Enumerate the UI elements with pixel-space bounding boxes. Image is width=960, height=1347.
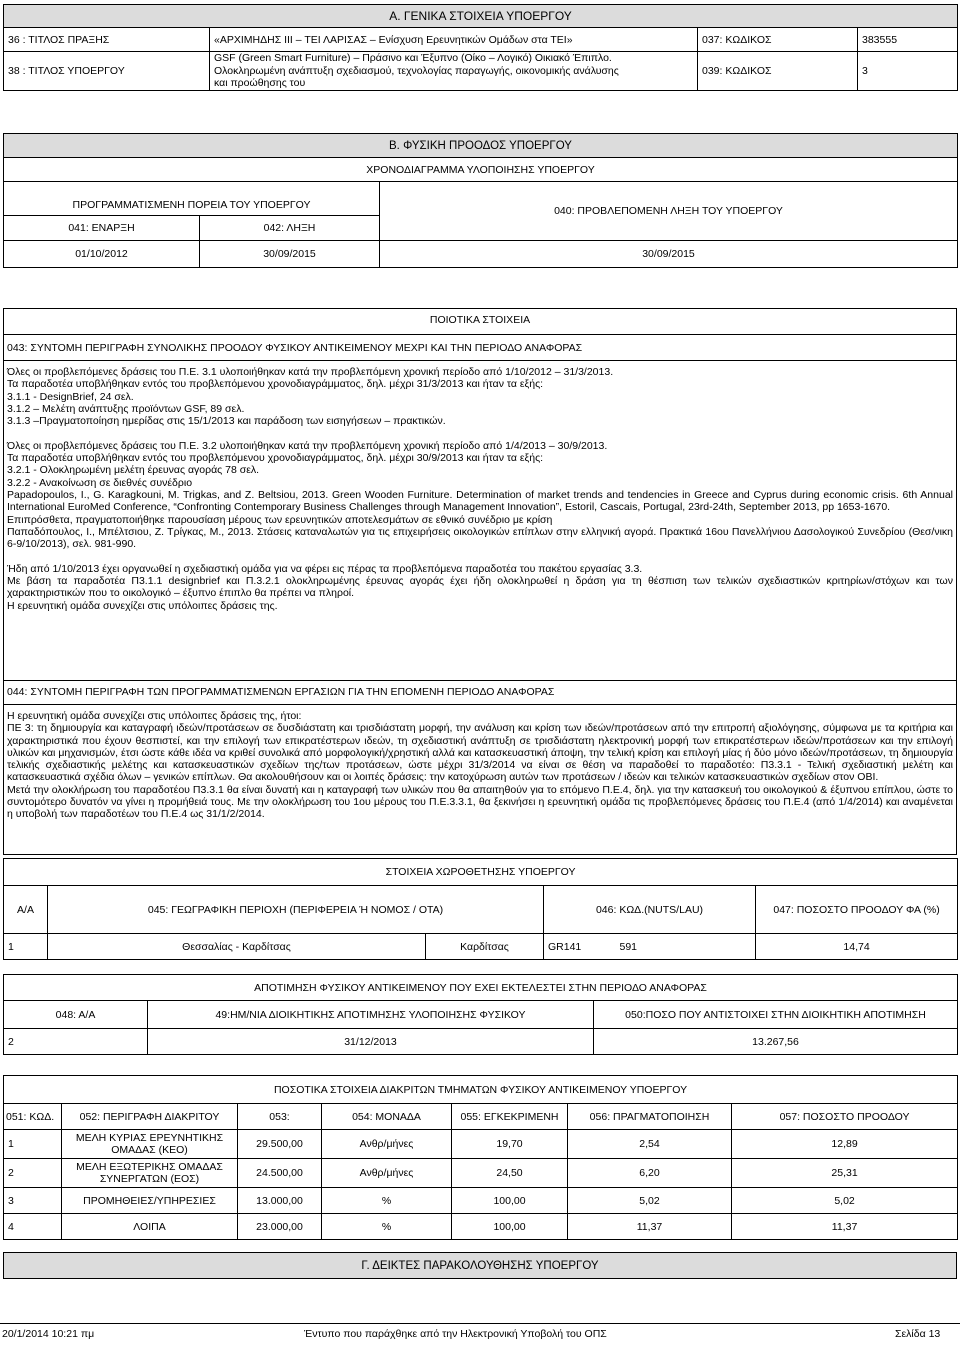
quant-header-desc: 052: ΠΕΡΙΓΡΑΦΗ ΔΙΑΚΡΙΤΟΥ xyxy=(62,1104,238,1130)
schedule-subtitle: ΧΡΟΝΟΔΙΑΓΡΑΜΜΑ ΥΛΟΠΟΙΗΣΗΣ ΥΠΟΕΡΓΟΥ xyxy=(4,158,958,182)
text-line: Όλες οι προβλεπόμενες δράσεις του Π.Ε. 3.2 υλοποιήθηκαν κατά την προβλεπόμενη χρονική περίοδο από 1/4/2013 – 30/9/2013. xyxy=(7,439,608,452)
section-b-title: Β. ΦΥΣΙΚΗ ΠΡΟΟΔΟΣ ΥΠΟΕΡΓΟΥ xyxy=(4,134,958,158)
progress-description xyxy=(7,366,953,612)
valuation-amount: 13.267,56 xyxy=(594,1029,958,1055)
text-line: Η ερευνητική ομάδα συνεχίζει στις υπόλοιπες δράσεις της. xyxy=(7,599,278,612)
quant-header-unit: 054: ΜΟΝΑΔΑ xyxy=(322,1104,452,1130)
project-code-value: 383555 xyxy=(858,28,958,52)
quant-approved: 24,50 xyxy=(452,1159,568,1188)
quant-realized: 5,02 xyxy=(568,1188,732,1214)
valuation-header-date: 49:ΗΜ/ΝΙΑ ΔΙΟΙΚΗΤΙΚΗΣ ΑΠΟΤΙΜΗΣΗΣ ΥΛΟΠΟΙΗΣΗΣ ΦΥΣΙΚΟΥ xyxy=(148,1001,594,1029)
text-line: Επιπρόσθετα, πραγματοποιήθηκε παρουσίαση μέρους των ερευνητικών αποτελεσμάτων σε εθνικό συνέδριο με κρίση xyxy=(7,513,553,526)
planned-tasks xyxy=(7,710,953,821)
start-date: 01/10/2012 xyxy=(4,241,200,268)
quant-unit: Ανθρ/μήνες xyxy=(322,1130,452,1159)
quant-percent: 25,31 xyxy=(732,1159,958,1188)
quant-amount: 13.000,00 xyxy=(238,1188,322,1214)
valuation-header-aa: 048: Α/Α xyxy=(4,1001,148,1029)
quant-approved: 100,00 xyxy=(452,1214,568,1240)
location-lau: 591 xyxy=(616,934,756,960)
section-c-table xyxy=(3,1252,957,1279)
quant-code: 2 xyxy=(4,1159,62,1188)
start-label: 041: ΕΝΑΡΞΗ xyxy=(4,216,200,241)
section-a-table xyxy=(3,4,958,91)
subproject-code-label: 039: ΚΩΔΙΚΟΣ xyxy=(698,52,858,91)
quant-desc: ΜΕΛΗ ΕΞΩΤΕΡΙΚΗΣ ΟΜΑΔΑΣ ΣΥΝΕΡΓΑΤΩΝ (ΕΟΣ) xyxy=(62,1159,238,1188)
valuation-title: ΑΠΟΤΙΜΗΣΗ ΦΥΣΙΚΟΥ ΑΝΤΙΚΕΙΜΕΝΟΥ ΠΟΥ ΕΧΕΙ ΕΚΤΕΛΕΣΤΕΙ ΣΤΗΝ ΠΕΡΙΟΔΟ ΑΝΑΦΟΡΑΣ xyxy=(4,975,958,1001)
quant-percent: 12,89 xyxy=(732,1130,958,1159)
quantitative-table xyxy=(3,1075,958,1240)
quant-header-realized: 056: ΠΡΑΓΜΑΤΟΠΟΙΗΣΗ xyxy=(568,1104,732,1130)
quant-percent: 5,02 xyxy=(732,1188,958,1214)
qualitative-title: ΠΟΙΟΤΙΚΑ ΣΤΟΙΧΕΙΑ xyxy=(429,314,531,326)
valuation-aa: 2 xyxy=(4,1029,148,1055)
location-nuts: GR141 xyxy=(544,934,616,960)
section-c-title: Γ. ΔΕΙΚΤΕΣ ΠΑΡΑΚΟΛΟΥΘΗΣΗΣ ΥΠΟΕΡΓΟΥ xyxy=(4,1253,957,1279)
quant-unit: % xyxy=(322,1214,452,1240)
quant-code: 4 xyxy=(4,1214,62,1240)
subproject-title-line: και προώθησης του xyxy=(214,77,306,90)
quant-code: 1 xyxy=(4,1130,62,1159)
quant-header-code: 051: ΚΩΔ. xyxy=(4,1104,62,1130)
quant-realized: 11,37 xyxy=(568,1214,732,1240)
quant-amount: 23.000,00 xyxy=(238,1214,322,1240)
location-header-nuts: 046: ΚΩΔ.(NUTS/LAU) xyxy=(544,886,756,934)
quant-desc: ΛΟΙΠΑ xyxy=(62,1214,238,1240)
location-aa: 1 xyxy=(4,934,48,960)
project-title-label: 36 : ΤΙΤΛΟΣ ΠΡΑΞΗΣ xyxy=(4,28,210,52)
quant-amount: 29.500,00 xyxy=(238,1130,322,1159)
quant-approved: 19,70 xyxy=(452,1130,568,1159)
location-region: Θεσσαλίας - Καρδίτσας xyxy=(48,934,426,960)
section-b-table xyxy=(3,133,958,268)
project-title-value: «ΑΡΧΙΜΗΔΗΣ ΙΙΙ – ΤΕΙ ΛΑΡΙΣΑΣ – Ενίσχυση Ερευνητικών Ομάδων στα ΤΕΙ» xyxy=(210,28,698,52)
text-line: 3.1.2 – Μελέτη ανάπτυξης προϊόντων GSF, 89 σελ. xyxy=(7,402,245,415)
quant-amount: 24.500,00 xyxy=(238,1159,322,1188)
quant-realized: 6,20 xyxy=(568,1159,732,1188)
footer-generated: Έντυπο που παράχθηκε από την Ηλεκτρονική Υποβολή του ΟΠΣ xyxy=(304,1328,607,1340)
text-line: Τα παραδοτέα υποβλήθηκαν εντός του προβλεπόμενου χρονοδιαγράμματος, δηλ. μέχρι 30/9/2013 και ήταν τα εξής: xyxy=(7,452,544,465)
quant-header-percent: 057: ΠΟΣΟΣΤΟ ΠΡΟΟΔΟΥ xyxy=(732,1104,958,1130)
text-paragraph: Μετά την ολοκλήρωση του παραδοτέου Π3.3.1 θα είναι δυνατή και η καταγραφή των υλικών που θα απαιτηθούν για το επόμενο Π.Ε.4, δηλ. για την κατασκευή του οικολογικού & έξυπνου επίπλου, ώστε το συντομότερο δυνατόν να γίνει η προμήθειά τους. Με την ολοκλήρωση του 1ου μέρους του Π.Ε.3.3.1, θα ξεκινήσει η ερευνητική ομάδα τις προβλεπόμενες δράσεις του Π.Ε.4 (από 1/4/2014) και αναμένεται η υποβολή των παραδοτέων του Π.Ε.4 ως 31/1/2/2014. xyxy=(7,783,953,821)
text-line: Όλες οι προβλεπόμενες δράσεις του Π.Ε. 3.1 υλοποιήθηκαν κατά την προβλεπόμενη χρονική περίοδο από 1/10/2012 – 31/3/2013. xyxy=(7,366,614,378)
quant-desc: ΜΕΛΗ ΚΥΡΙΑΣ ΕΡΕΥΝΗΤΙΚΗΣ ΟΜΑΔΑΣ (ΚΕΟ) xyxy=(62,1130,238,1159)
heading-043: 043: ΣΥΝΤΟΜΗ ΠΕΡΙΓΡΑΦΗ ΣΥΝΟΛΙΚΗΣ ΠΡΟΟΔΟΥ ΦΥΣΙΚΟΥ ΑΝΤΙΚΕΙΜΕΝΟΥ ΜΕΧΡΙ ΚΑΙ ΤΗΝ ΠΕΡΙΟΔΟ ΑΝΑΦΟΡΑΣ xyxy=(7,342,583,354)
quant-header-053: 053: xyxy=(238,1104,322,1130)
valuation-date: 31/12/2013 xyxy=(148,1029,594,1055)
text-line: 3.1.1 - DesignBrief, 24 σελ. xyxy=(7,390,134,403)
subproject-title-line: Ολοκληρωμένη ανάπτυξη σχεδιασμού, τεχνολογίας παραγωγής, οικονομικής ανάλυσης xyxy=(214,64,619,77)
end-date: 30/09/2015 xyxy=(200,241,380,268)
quant-percent: 11,37 xyxy=(732,1214,958,1240)
expected-end-date: 30/09/2015 xyxy=(380,241,958,268)
valuation-header-amount: 050:ΠΟΣΟ ΠΟΥ ΑΝΤΙΣΤΟΙΧΕΙ ΣΤΗΝ ΔΙΟΙΚΗΤΙΚΗ ΑΠΟΤΙΜΗΣΗ xyxy=(594,1001,958,1029)
end-label: 042: ΛΗΞΗ xyxy=(200,216,380,241)
quant-header-approved: 055: ΕΓΚΕΚΡΙΜΕΝΗ xyxy=(452,1104,568,1130)
quant-unit: % xyxy=(322,1188,452,1214)
location-percent: 14,74 xyxy=(756,934,958,960)
footer-datetime: 20/1/2014 10:21 πμ xyxy=(2,1328,95,1340)
expected-end-label: 040: ΠΡΟΒΛΕΠΟΜΕΝΗ ΛΗΞΗ ΤΟΥ ΥΠΟΕΡΓΟΥ xyxy=(380,182,958,241)
text-line: 3.2.2 - Ανακοίνωση σε διεθνές συνέδριο xyxy=(7,476,193,489)
text-line: 3.1.3 –Πραγματοποίηση ημερίδας στις 15/1/2013 και παράδοση των εισηγήσεων – πρακτικών. xyxy=(7,415,446,428)
project-code-label: 037: ΚΩΔΙΚΟΣ xyxy=(698,28,858,52)
quant-approved: 100,00 xyxy=(452,1188,568,1214)
subproject-title-value xyxy=(210,52,698,91)
text-line: Ήδη από 1/10/2013 έχει οργανωθεί η σχεδιαστική ομάδα για να φέρει εις πέρας τα προβλεπόμενα παραδοτέα του πακέτου εργασίας 3.3. xyxy=(7,562,643,575)
location-header-region: 045: ΓΕΩΓΡΑΦΙΚΗ ΠΕΡΙΟΧΗ (ΠΕΡΙΦΕΡΕΙΑ Ή ΝΟΜΟΣ / ΟΤΑ) xyxy=(48,886,544,934)
planned-course-header: ΠΡΟΓΡΑΜΜΑΤΙΣΜΕΝΗ ΠΟΡΕΙΑ ΤΟΥ ΥΠΟΕΡΓΟΥ xyxy=(4,182,380,216)
valuation-table xyxy=(3,974,958,1055)
subproject-code-value: 3 xyxy=(858,52,958,91)
location-ota: Καρδίτσας xyxy=(426,934,544,960)
text-line: Τα παραδοτέα υποβλήθηκαν εντός του προβλεπόμενου χρονοδιαγράμματος, δηλ. μέχρι 31/3/2013 και ήταν τα εξής: xyxy=(7,378,544,391)
heading-044: 044: ΣΥΝΤΟΜΗ ΠΕΡΙΓΡΑΦΗ ΤΩΝ ΠΡΟΓΡΑΜΜΑΤΙΣΜΕΝΩΝ ΕΡΓΑΣΙΩΝ ΓΙΑ ΤΗΝ ΕΠΟΜΕΝΗ ΠΕΡΙΟΔΟ ΑΝΑΦΟΡΑΣ xyxy=(7,686,555,698)
location-title: ΣΤΟΙΧΕΙΑ ΧΩΡΟΘΕΤΗΣΗΣ ΥΠΟΕΡΓΟΥ xyxy=(4,859,958,886)
quant-realized: 2,54 xyxy=(568,1130,732,1159)
location-header-percent: 047: ΠΟΣΟΣΤΟ ΠΡΟΟΔΟΥ ΦΑ (%) xyxy=(756,886,958,934)
footer-page: Σελίδα 13 xyxy=(895,1328,941,1340)
text-paragraph: ΠΕ 3: τη δημιουργία και καταγραφή ιδεών/προτάσεων σε δυσδιάστατη και τρισδιάστατη μορφή, την ανάλυση και κρίση των ιδεών/προτάσεων από την επιτροπή αξιολόγησης, σύμφωνα με τα κριτήρια και χαρακτηριστικά που έχουν θεσπιστεί, και την επιλογή των επικρατέστερων ιδεών, τη σχεδιαστική ανάπτυξη σε τρισδιάστατη ηλεκτρονική μορφή των επικρατέστερων ιδεών/προτάσεων και την επιλογή υλικών και μηχανισμών, έτσι ώστε κάθε ιδέα να κριθεί συνολικά από μορφολογική/χρηστική αλλά και κατασκευαστική άποψη, την τελική κρίση και επιλογή μίας ή δύο μόνο ιδεών/προτάσεων, τη δημιουργία τελικής σχεδιαστικής μελέτης και κατασκευαστικών σχεδίων της/των προτάσεων, ώστε μέχρι 31/3/2014 να είναι σε θέση να παραδοθεί το παραδοτέο: Π3.3.1 - Τελική σχεδιαστική μελέτη και κατασκευαστικά σχέδια όλων – γενικών επίπλων. Θα ακολουθήσουν και οι λοιπές δράσεις: την κατοχύρωση αυτών των προτάσεων / ιδεών και τελικών κατασκευαστικών σχεδίων στον ΟΒΙ. xyxy=(7,722,953,784)
subproject-title-label: 38 : ΤΙΤΛΟΣ ΥΠΟΕΡΓΟΥ xyxy=(4,52,210,91)
text-paragraph: Παπαδόπουλος, Ι., Μπέλτσιου, Ζ. Τρίγκας, Μ., 2013. Στάσεις καταναλωτών για τις επιχειρήσεις οικολογικών επίπλων στην ελληνική αγορά. Πρακτικά 16ου Πανελλήνιου Δασολογικού Συνεδρίου (Θεσ/νικη 6-9/10/2013), σελ. 981-990. xyxy=(7,525,953,551)
location-header-aa: Α/Α xyxy=(4,886,48,934)
text-line: Η ερευνητική ομάδα συνεχίζει στις υπόλοιπες δράσεις της, ήτοι: xyxy=(7,710,302,722)
text-line: 3.2.1 - Ολοκληρωμένη μελέτη έρευνας αγοράς 78 σελ. xyxy=(7,464,260,477)
quant-code: 3 xyxy=(4,1188,62,1214)
quant-desc: ΠΡΟΜΗΘΕΙΕΣ/ΥΠΗΡΕΣΙΕΣ xyxy=(62,1188,238,1214)
quant-unit: Ανθρ/μήνες xyxy=(322,1159,452,1188)
location-table xyxy=(3,858,958,960)
quantitative-title: ΠΟΣΟΤΙΚΑ ΣΤΟΙΧΕΙΑ ΔΙΑΚΡΙΤΩΝ ΤΜΗΜΑΤΩΝ ΦΥΣΙΚΟΥ ΑΝΤΙΚΕΙΜΕΝΟΥ ΥΠΟΕΡΓΟΥ xyxy=(4,1076,958,1104)
section-a-title: Α. ΓΕΝΙΚΑ ΣΤΟΙΧΕΙΑ ΥΠΟΕΡΓΟΥ xyxy=(4,5,958,28)
subproject-title-line: GSF (Green Smart Furniture) – Πράσινο και Έξυπνο (Οίκο – Λογικό) Οικιακό Έπιπλο. xyxy=(214,52,612,65)
text-paragraph: Με βάση τα παραδοτέα Π3.1.1 designbrief και Π.3.2.1 ολοκληρωμένης έρευνας αγοράς έχει ήδη ολοκληρωθεί η δράση για τη θέσπιση των τελικών σχεδιαστικών κριτηρίων/στόχων και των χαρακτηριστικών που το οικολογικό – έξυπνο έπιπλο θα πρέπει να πληροί. xyxy=(7,575,953,600)
text-paragraph: Papadopoulos, I., G. Karagkouni, M. Trigkas, and Z. Beltsiou, 2013. Green Wooden Furniture. Determination of market trends and tendencies in Greece and Cyprus during economic crisis. 6th Annual International EuroMed Conference, “Confronting Contemporary Business Challenges through Management Innovation”, Estoril, Cascais, Portugal, 23rd-24th, September 2013, pp 1653-1670. xyxy=(7,488,953,514)
